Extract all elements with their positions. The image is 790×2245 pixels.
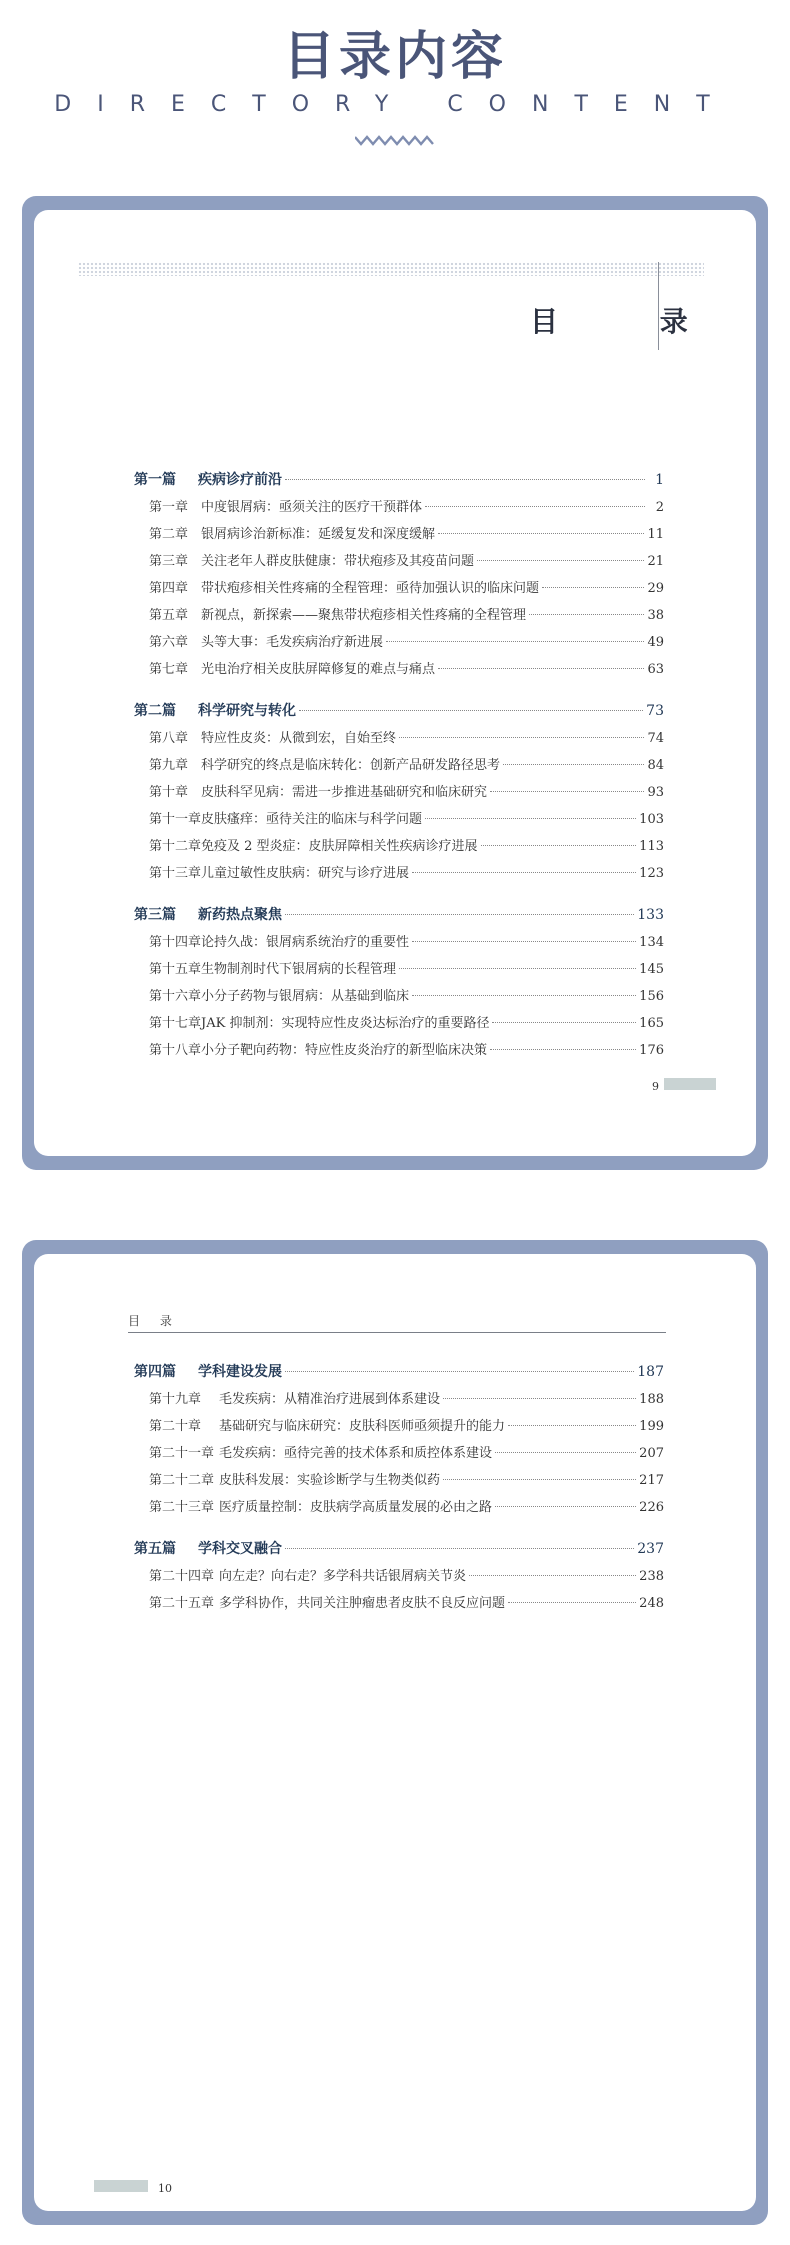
chapter-title: 中度银屑病：亟须关注的医疗干预群体 (201, 500, 423, 515)
part-label: 第五篇 (134, 1541, 176, 1557)
page-ref: 73 (646, 703, 664, 719)
chapter-title: 特应性皮炎：从微到宏，自始至终 (201, 731, 397, 746)
toc-chapter[interactable] (134, 779, 664, 806)
banner-subtitle: DIRECTORY CONTENT (54, 92, 736, 117)
chapter-label: 第二十三章 (149, 1500, 215, 1515)
page-ref: 207 (639, 1446, 664, 1461)
banner-header (0, 0, 790, 180)
page-ref: 188 (639, 1392, 664, 1407)
page-ref: 187 (637, 1364, 664, 1380)
dot-leader (438, 668, 644, 669)
toc-chapter[interactable] (134, 1467, 664, 1494)
toc-chapter[interactable] (134, 1563, 664, 1590)
chapter-title: 基础研究与临床研究：皮肤科医师亟须提升的能力 (219, 1419, 506, 1434)
page-ref: 226 (639, 1500, 664, 1515)
chapter-title: JAK 抑制剂：实现特应性皮炎达标治疗的重要路径 (201, 1016, 490, 1031)
toc-chapter[interactable] (134, 725, 664, 752)
part-label: 第三篇 (134, 907, 176, 923)
page-ref: 74 (647, 731, 664, 746)
chapter-label: 第十三章 (149, 866, 202, 881)
page-ref: 165 (639, 1016, 664, 1031)
dot-leader (438, 533, 644, 534)
part-title: 科学研究与转化 (198, 703, 296, 719)
dot-leader (285, 479, 645, 480)
toc-chapter[interactable] (134, 752, 664, 779)
chapter-label: 第二十五章 (149, 1596, 215, 1611)
toc-chapter[interactable] (134, 1440, 664, 1467)
dot-leader (386, 641, 644, 642)
toc-chapter[interactable] (134, 548, 664, 575)
dot-leader (477, 560, 644, 561)
chapter-label: 第九章 (149, 758, 189, 773)
banner-title: 目录内容 (282, 27, 507, 87)
toc-chapter[interactable] (134, 860, 664, 887)
chapter-title: 免疫及 2 型炎症：皮肤屏障相关性疾病诊疗进展 (201, 839, 478, 854)
dot-leader (425, 818, 636, 819)
chapter-label: 第一章 (149, 500, 189, 515)
toc-chapter[interactable] (134, 1590, 664, 1617)
page-frame-1 (22, 196, 768, 1170)
chapter-label: 第十二章 (149, 839, 202, 854)
chapter-title: 皮肤科罕见病：需进一步推进基础研究和临床研究 (201, 785, 488, 800)
chapter-title: 毛发疾病：从精准治疗进展到体系建设 (219, 1392, 441, 1407)
toc-chapter[interactable] (134, 833, 664, 860)
chapter-title: 皮肤瘙痒：亟待关注的临床与科学问题 (201, 812, 423, 827)
page-ref: 238 (639, 1569, 664, 1584)
chapter-title: 小分子药物与银屑病：从基础到临床 (201, 989, 410, 1004)
dot-leader (285, 1371, 634, 1372)
toc-chapter[interactable] (134, 1386, 664, 1413)
chapter-label: 第十五章 (149, 962, 202, 977)
page-number-bar (664, 1078, 716, 1090)
page-ref: 49 (647, 635, 664, 650)
chapter-label: 第十四章 (149, 935, 202, 950)
dot-leader (412, 995, 636, 996)
page-ref: 199 (639, 1419, 664, 1434)
toc-chapter[interactable] (134, 629, 664, 656)
toc-chapter[interactable] (134, 656, 664, 683)
page-ref: 103 (639, 812, 664, 827)
dot-leader (508, 1425, 636, 1426)
page-ref: 123 (639, 866, 664, 881)
toc-chapter[interactable] (134, 1494, 664, 1521)
page-ref: 21 (647, 554, 664, 569)
chapter-label: 第五章 (149, 608, 189, 623)
page-ref: 217 (639, 1473, 664, 1488)
page-ref: 11 (647, 527, 664, 542)
dot-leader (495, 1506, 636, 1507)
page-number-bar (94, 2180, 148, 2192)
chapter-label: 第四章 (149, 581, 189, 596)
chapter-label: 第十八章 (149, 1043, 202, 1058)
toc-chapter[interactable] (134, 521, 664, 548)
chapter-title: 向左走？向右走？多学科共话银屑病关节炎 (219, 1569, 467, 1584)
chapter-title: 生物制剂时代下银屑病的长程管理 (201, 962, 397, 977)
page-ref: 63 (647, 662, 664, 677)
dot-leader (503, 764, 644, 765)
chapter-label: 第二十二章 (149, 1473, 215, 1488)
dot-leader (399, 968, 636, 969)
toc-heading: 目 录 (530, 305, 734, 338)
toc-chapter[interactable] (134, 575, 664, 602)
chapter-title: 多学科协作，共同关注肿瘤患者皮肤不良反应问题 (219, 1596, 506, 1611)
chapter-title: 带状疱疹相关性疼痛的全程管理：亟待加强认识的临床问题 (201, 581, 540, 596)
dot-leader (529, 614, 644, 615)
chapter-title: 银屑病诊治新标准：延缓复发和深度缓解 (201, 527, 436, 542)
toc-chapter[interactable] (134, 494, 664, 521)
part-label: 第二篇 (134, 703, 176, 719)
toc-chapter[interactable] (134, 956, 664, 983)
toc-chapter[interactable] (134, 602, 664, 629)
page-ref: 248 (639, 1596, 664, 1611)
page-ref: 176 (639, 1043, 664, 1058)
chapter-title: 关注老年人群皮肤健康：带状疱疹及其疫苗问题 (201, 554, 475, 569)
dot-leader (508, 1602, 636, 1603)
part-title: 学科交叉融合 (198, 1541, 282, 1557)
toc-chapter[interactable] (134, 1413, 664, 1440)
dot-leader (412, 941, 636, 942)
chapter-label: 第六章 (149, 635, 189, 650)
chapter-title: 论持久战：银屑病系统治疗的重要性 (201, 935, 410, 950)
chapter-label: 第八章 (149, 731, 189, 746)
chapter-title: 科学研究的终点是临床转化：创新产品研发路径思考 (201, 758, 501, 773)
toc-part[interactable] (134, 697, 664, 725)
page-ref: 29 (647, 581, 664, 596)
dot-leader (299, 710, 643, 711)
chapter-label: 第十六章 (149, 989, 202, 1004)
toc-list-page-2 (134, 1358, 664, 1617)
book-page-2 (34, 1254, 756, 2211)
chapter-label: 第十章 (149, 785, 189, 800)
page-ref: 1 (655, 472, 664, 488)
dot-leader (443, 1398, 636, 1399)
page-ref: 113 (639, 839, 664, 854)
chapter-label: 第二十章 (149, 1419, 202, 1434)
dot-leader (399, 737, 644, 738)
dot-leader (490, 1049, 636, 1050)
toc-list-page-1 (134, 466, 664, 1064)
chapter-title: 新视点，新探索——聚焦带状疱疹相关性疼痛的全程管理 (201, 608, 527, 623)
toc-part[interactable] (134, 1535, 664, 1563)
toc-chapter[interactable] (134, 1037, 664, 1064)
running-head-text: 目 录 (128, 1314, 180, 1328)
page-ref: 145 (639, 962, 664, 977)
dot-leader (542, 587, 644, 588)
chapter-label: 第二十一章 (149, 1446, 215, 1461)
toc-chapter[interactable] (134, 929, 664, 956)
page-ref: 237 (637, 1541, 664, 1557)
dot-pattern-band (78, 262, 704, 276)
page-number: 10 (158, 2182, 172, 2195)
toc-chapter[interactable] (134, 1010, 664, 1037)
chapter-title: 皮肤科发展：实验诊断学与生物类似药 (219, 1473, 441, 1488)
dot-leader (495, 1452, 636, 1453)
chapter-label: 第二章 (149, 527, 189, 542)
chapter-title: 儿童过敏性皮肤病：研究与诊疗进展 (201, 866, 410, 881)
part-title: 疾病诊疗前沿 (198, 472, 282, 488)
part-title: 新药热点聚焦 (198, 907, 282, 923)
page-number: 9 (652, 1080, 659, 1093)
chapter-label: 第三章 (149, 554, 189, 569)
chapter-title: 毛发疾病：亟待完善的技术体系和质控体系建设 (219, 1446, 493, 1461)
toc-part[interactable] (134, 1358, 664, 1386)
chapter-label: 第十七章 (149, 1016, 202, 1031)
page-ref: 134 (639, 935, 664, 950)
part-label: 第一篇 (134, 472, 176, 488)
chapter-label: 第十一章 (149, 812, 202, 827)
dot-leader (481, 845, 637, 846)
chapter-title: 光电治疗相关皮肤屏障修复的难点与痛点 (201, 662, 436, 677)
dot-leader (285, 914, 634, 915)
part-label: 第四篇 (134, 1364, 176, 1380)
chapter-title: 小分子靶向药物：特应性皮炎治疗的新型临床决策 (201, 1043, 488, 1058)
toc-part[interactable] (134, 901, 664, 929)
dot-leader (443, 1479, 636, 1480)
part-title: 学科建设发展 (198, 1364, 282, 1380)
running-head (128, 1312, 666, 1330)
page-ref: 84 (647, 758, 664, 773)
dot-leader (412, 872, 636, 873)
chapter-label: 第二十四章 (149, 1569, 215, 1584)
page-ref: 38 (647, 608, 664, 623)
running-head-rule (128, 1332, 666, 1333)
book-page-1 (34, 210, 756, 1156)
toc-part[interactable] (134, 466, 664, 494)
page-ref: 156 (639, 989, 664, 1004)
page-ref: 2 (655, 500, 664, 515)
chapter-title: 医疗质量控制：皮肤病学高质量发展的必由之路 (219, 1500, 493, 1515)
page-ref: 93 (647, 785, 664, 800)
page-frame-2 (22, 1240, 768, 2225)
wave-ornament-icon (355, 134, 435, 148)
page-ref: 133 (637, 907, 664, 923)
chapter-label: 第七章 (149, 662, 189, 677)
chapter-label: 第十九章 (149, 1392, 202, 1407)
dot-leader (285, 1548, 634, 1549)
toc-chapter[interactable] (134, 806, 664, 833)
toc-chapter[interactable] (134, 983, 664, 1010)
dot-leader (490, 791, 644, 792)
chapter-title: 头等大事：毛发疾病治疗新进展 (201, 635, 384, 650)
dot-leader (469, 1575, 636, 1576)
dot-leader (492, 1022, 636, 1023)
dot-leader (425, 506, 645, 507)
